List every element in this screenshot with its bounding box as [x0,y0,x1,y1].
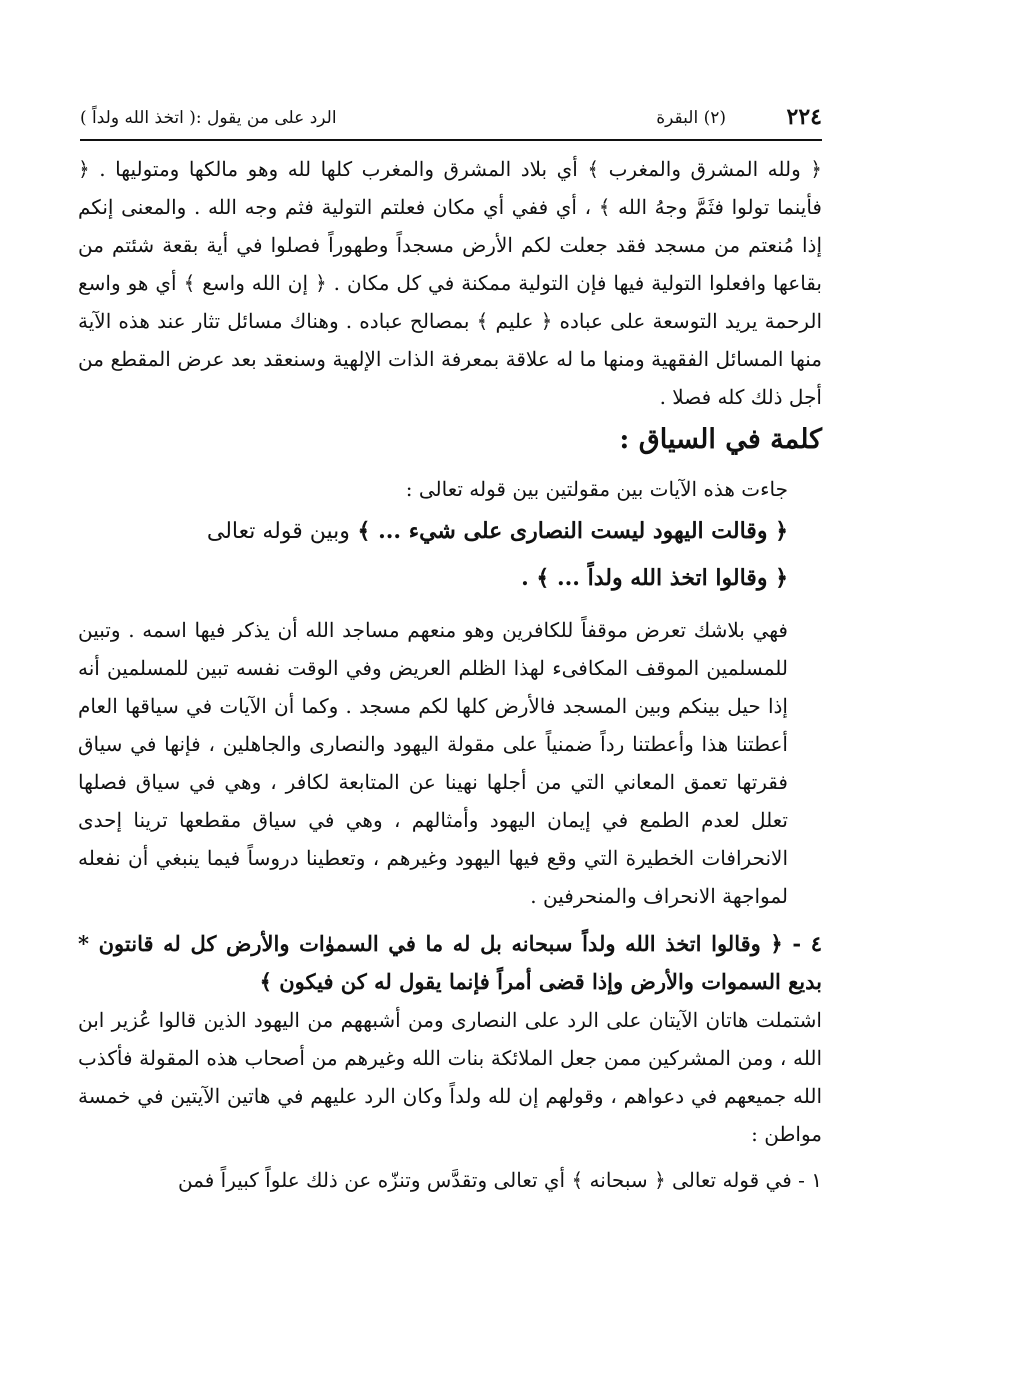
header-rule [80,139,822,141]
verse-4-heading: ٤ - ﴿ وقالوا اتخذ الله ولداً سبحانه بل له ما في السموٰات والأرض كل له قانتون * بديع السموات والأرض وإذا قضى أمراً فإنما يقول له كن فيكون ﴾ [78,931,822,994]
quote-connector: وبين قوله تعالى [206,519,350,544]
running-title: الرد على من يقول :( اتخذ الله ولداً ) [80,108,337,128]
surah-label: (٢) البقرة [656,108,726,128]
section-heading: كلمة في السياق : [619,424,822,455]
quote-line-1 [78,508,788,555]
quote-verse-1: ﴿ وقالت اليهود ليست النصارى على شيء ... ﴾ [357,518,788,544]
paragraph-1: ﴿ ولله المشرق والمغرب ﴾ أي بلاد المشرق والمغرب كلها لله وهو مالكها ومتوليها . ﴿ فأينما تولوا فثَمَّ وجهُ الله ﴾ ، أي ففي أي مكان فعلتم التولية فثم وجه الله . والمعنى إنكم إذا مُنعتم من مسجد فقد جعلت لكم الأرض مسجداً وطهوراً فصلوا في أية بقعة شئتم من بقاعها وافعلوا التولية فيها فإن التولية ممكنة في كل مكان . ﴿ إن الله واسع ﴾ أي هو واسع الرحمة يريد التوسعة على عباده ﴿ عليم ﴾ بمصالح عباده . وهناك مسائل تثار عند هذه الآية منها المسائل الفقهية ومنها ما له علاقة بمعرفة الذات الإلهية وسنعقد بعد عرض المقطع من أجل ذلك كله فصلا . [78,157,822,409]
spacer [78,601,822,611]
page-number: ٢٢٤ [786,104,822,130]
quote-line-2: ﴿ وقالوا اتخذ الله ولداً ... ﴾ . [521,565,788,591]
page-body [78,150,822,1199]
paragraph-3: اشتملت هاتان الآيتان على الرد على النصارى ومن أشبههم من اليهود الذين قالوا عُزير ابن الله ، ومن المشركين ممن جعل الملائكة بنات الله وغيرهم من أصحاب هذه المقولة فأكذب الله جميعهم في دعواهم ، وقولهم إن لله ولداً وكان الرد عليهم في هاتين الآيتين في خمسة مواطن : [78,1008,822,1146]
paragraph-2: فهي بلاشك تعرض موقفاً للكافرين وهو منعهم مساجد الله أن يذكر فيها اسمه . وتبين للمسلمين الموقف المكافىء لهذا الظلم العريض وفي الوقت نفسه تبين للمسلمين أنه إذا حيل بينكم وبين المسجد فالأرض كلها لكم مسجد . وكما أن الآيات في سياقها العام أعطتنا هذا وأعطتنا رداً ضمنياً على مقولة اليهود والنصارى والجاهلين ، فإنها في سياق فقرتها تعمق المعاني التي من أجلها نهينا عن المتابعة لكافر ، وهي في سياق فصلها تعلل لعدم الطمع في إيمان اليهود وأمثالهم ، وهي في سياق مقطعها ترينا إحدى الانحرافات الخطيرة التي وقع فيها اليهود وغيرهم ، وتعطينا دروساً فيما ينبغي أن نفعله لمواجهة الانحراف والمنحرفين . [78,618,788,908]
list-item-1: ١ - في قوله تعالى ﴿ سبحانه ﴾ أي تعالى وتقدَّس وتنزّه عن ذلك علواً كبيراً فمن [177,1168,822,1192]
context-intro: جاءت هذه الآيات بين مقولتين بين قوله تعالى : [405,477,788,501]
page-header [80,100,822,140]
